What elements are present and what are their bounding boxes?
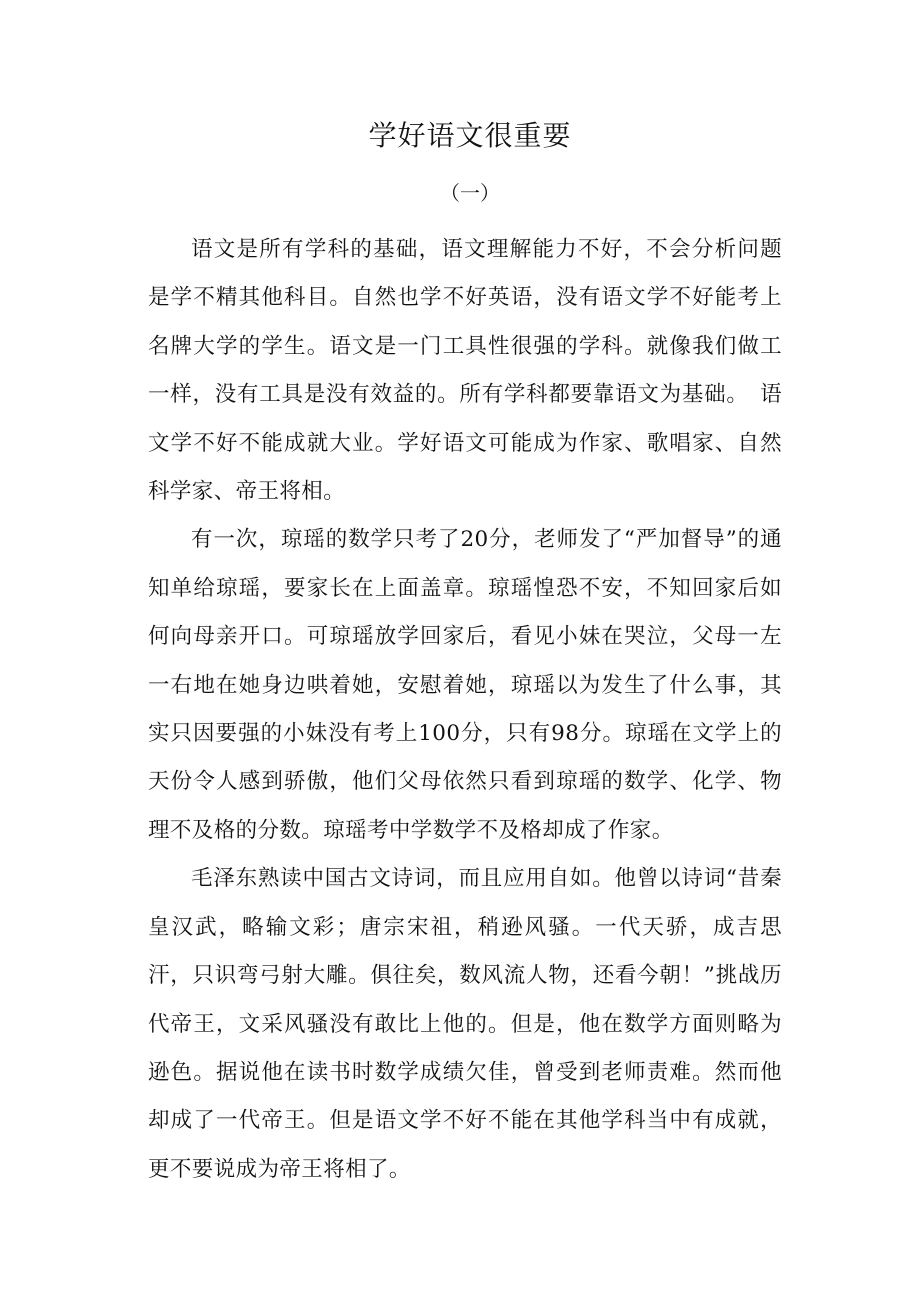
page-title: 学好语文很重要	[368, 119, 572, 152]
document-body	[148, 226, 782, 1194]
section-marker: （一）	[440, 181, 500, 205]
paragraph-1: 语文是所有学科的基础，语文理解能力不好，不会分析问题是学不精其他科目。自然也学不好英语，没有语文学不好能考上名牌大学的学生。语文是一门工具性很强的学科。就像我们做工一样，没有工具是没有效益的。所有学科都要靠语文为基础。 语文学不好不能成就大业。学好语文可能成为作家、歌唱家、自然科学家、帝王将相。	[148, 237, 782, 505]
paragraph-3: 毛泽东熟读中国古文诗词，而且应用自如。他曾以诗词“昔秦皇汉武，略输文彩；唐宗宋祖，稍逊风骚。一代天骄，成吉思汗，只识弯弓射大雕。俱往矣，数风流人物，还看今朝！”挑战历代帝王，文采风骚没有敢比上他的。但是，他在数学方面则略为逊色。据说他在读书时数学成绩欠佳，曾受到老师责难。然而他却成了一代帝王。但是语文学不好不能在其他学科当中有成就，更不要说成为帝王将相了。	[148, 866, 782, 1182]
paragraph-2: 有一次，琼瑶的数学只考了20分，老师发了“严加督导”的通知单给琼瑶，要家长在上面盖章。琼瑶惶恐不安，不知回家后如何向母亲开口。可琼瑶放学回家后，看见小妹在哭泣，父母一左一右地在她身边哄着她，安慰着她，琼瑶以为发生了什么事，其实只因要强的小妹没有考上100分，只有98分。琼瑶在文学上的天份令人感到骄傲，他们父母依然只看到琼瑶的数学、化学、物理不及格的分数。琼瑶考中学数学不及格却成了作家。	[148, 527, 782, 843]
